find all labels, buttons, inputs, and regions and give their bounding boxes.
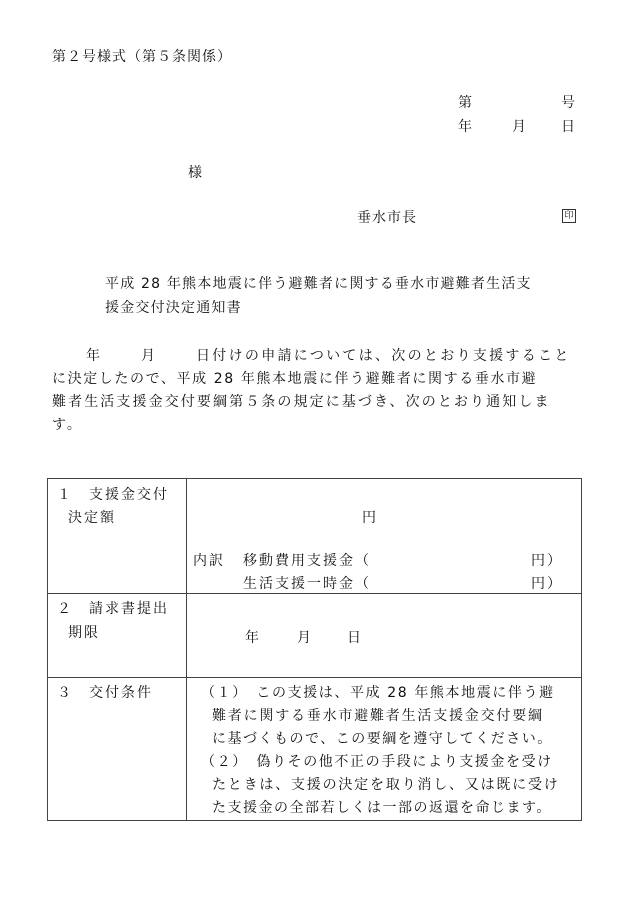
condition1-line2: 難者に関する垂水市避難者生活支援金交付要綱 [212,708,544,724]
date-year: 年 [458,119,472,135]
row2-date-month: 月 [297,630,311,646]
table-divider-2 [47,677,582,678]
condition1-line1: （１） この支援は、平成 28 年熊本地震に伴う避 [201,685,555,701]
condition2-line1: （２） 偽りその他不正の手段により支援金を受け [201,754,553,770]
document-title-line1: 平成 28 年熊本地震に伴う避難者に関する垂水市避難者生活支 [105,276,532,292]
body-year: 年 [86,348,102,364]
table-border-right [581,478,582,821]
row1-label-line2: 決定額 [68,510,116,526]
document-title-line2: 援金交付決定通知書 [105,300,242,316]
row1-breakdown-label: 内訳 [193,553,225,569]
document-number-prefix: 第 [458,95,472,111]
body-line4: す。 [52,417,83,433]
seal-mark [562,209,576,223]
row2-label-line2: 期限 [68,625,100,641]
issuer-name: 垂水市長 [357,210,417,226]
row1-yen: 円 [362,510,376,526]
date-day: 日 [561,119,575,135]
table-column-divider [186,478,187,821]
body-line1-text: 日付けの申請については、次のとおり支援すること [196,348,571,364]
condition2-line2: たときは、支援の決定を取り消し、又は既に受け [212,777,560,793]
row1-item2: 生活支援一時金（ [243,576,371,592]
row1-label-line1: １ 支援金交付 [57,487,169,503]
addressee-suffix: 様 [188,165,202,181]
table-border-left [47,478,48,821]
table-divider-1 [47,593,582,594]
row2-date-day: 日 [347,630,361,646]
condition1-line3: に基づくもので、この要綱を遵守してください。 [212,731,553,747]
document-number-suffix: 号 [561,95,575,111]
form-number-label: 第２号様式（第５条関係） [52,49,232,65]
row3-label: ３ 交付条件 [57,685,153,701]
row1-item1: 移動費用支援金（ [243,553,371,569]
body-line3: 難者生活支援金交付要綱第５条の規定に基づき、次のとおり通知しま [52,394,551,410]
date-month: 月 [512,119,526,135]
table-border-bottom [47,820,582,821]
row1-item1-close: 円） [531,553,563,569]
body-month: 月 [141,348,157,364]
row2-date-year: 年 [245,630,259,646]
seal-text: 印 [564,211,574,221]
table-border-top [47,478,582,479]
row1-item2-close: 円） [531,576,563,592]
row2-label-line1: ２ 請求書提出 [57,601,169,617]
body-line2: に決定したので、平成 28 年熊本地震に伴う避難者に関する垂水市避 [52,371,538,387]
condition2-line3: た支援金の全部若しくは一部の返還を命じます。 [212,800,552,816]
